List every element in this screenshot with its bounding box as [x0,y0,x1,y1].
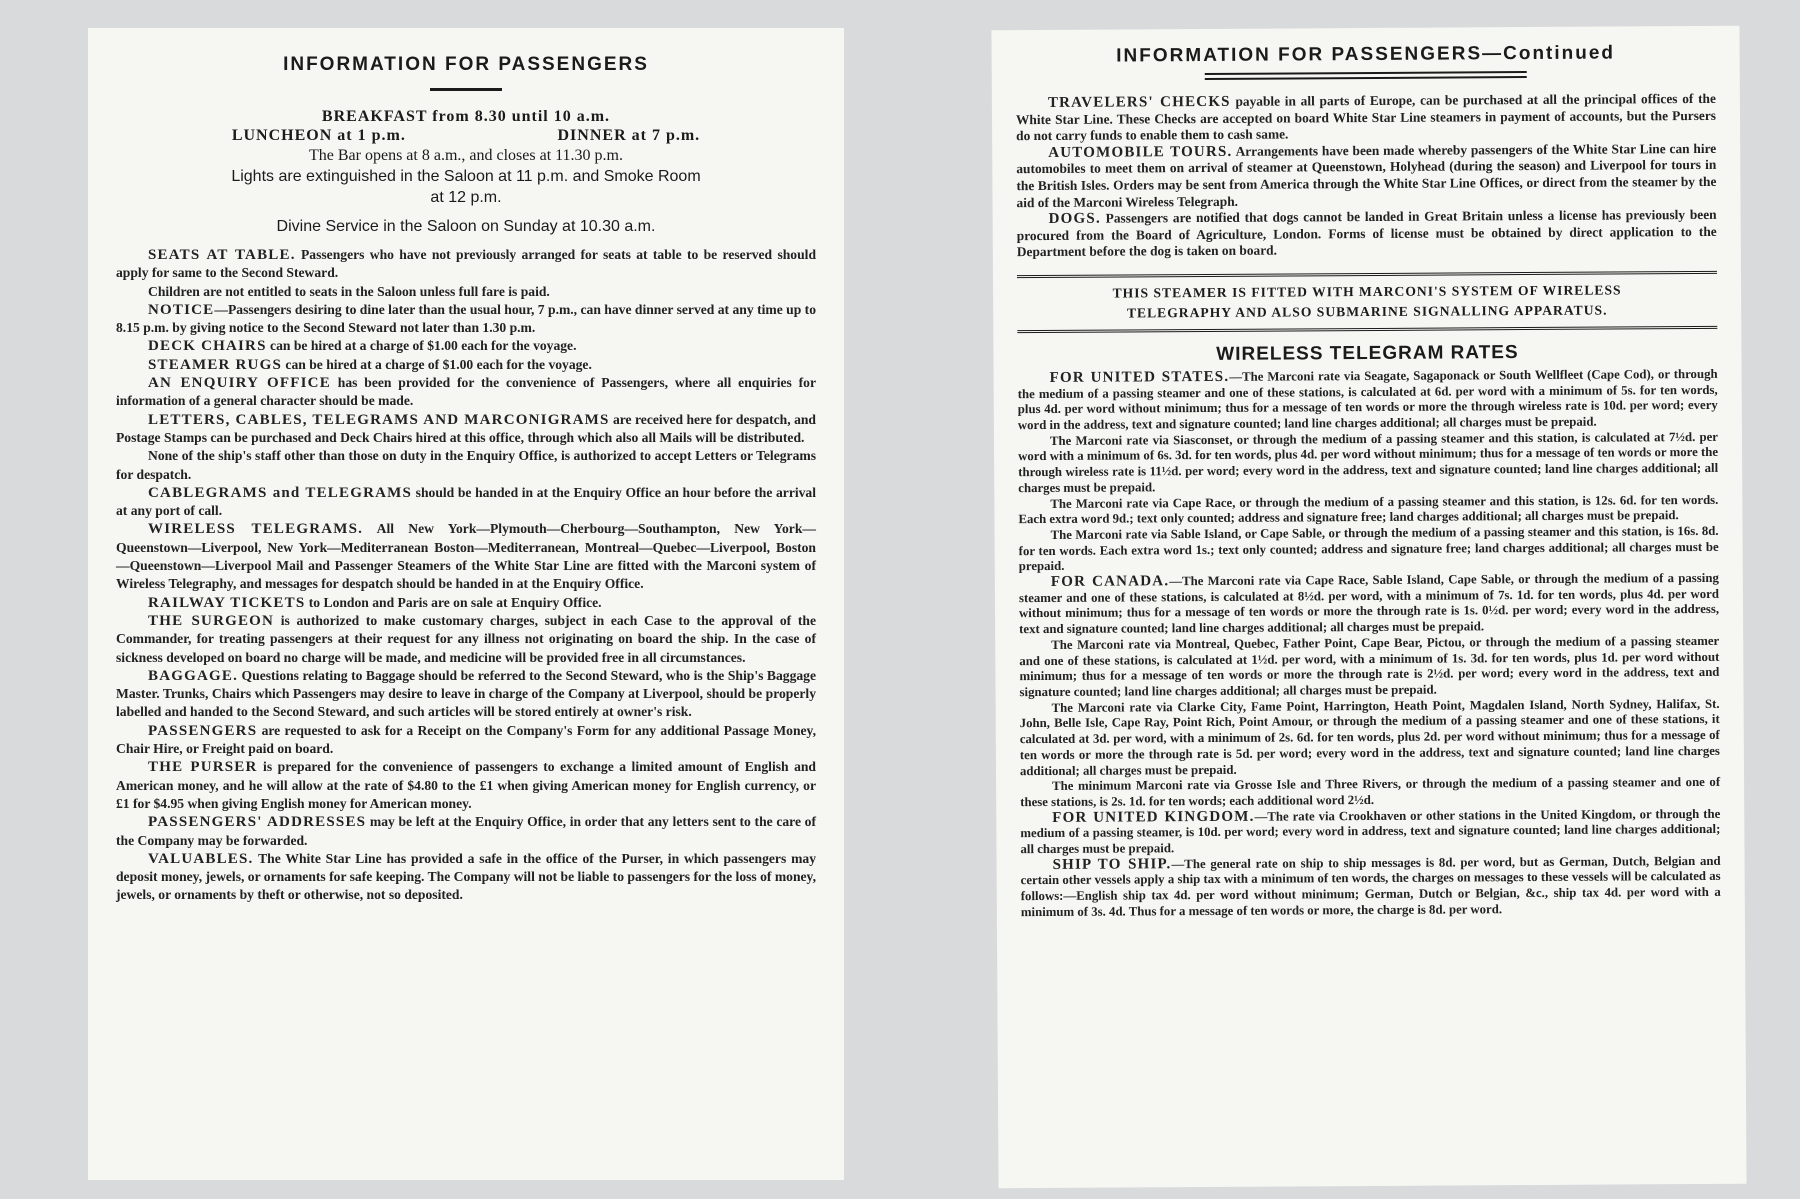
marconi-notice-line-2: TELEGRAPHY AND ALSO SUBMARINE SIGNALLING APPARATUS. [1126,302,1608,321]
luncheon-hours: LUNCHEON at 1 p.m. [231,127,406,144]
paragraph-text: Arrangements have been made whereby passengers of the White Star Line can hire automobiles to meet them on arrival of steamer at Queenstown, Holyhead (during the season) and Liverpool for tours in the British Isles. Orders may be sent from America through the White Star Line Offices, or direct from the steamer by the aid of the Marconi Wireless Telegraph. [1016,140,1717,210]
paragraph [116,612,816,667]
paragraph-text: The Marconi rate via Siasconset, or through the medium of a passing steamer and this station, is calculated at 7½d. per word with a minimum of 6s. 3d. for ten words, plus 4d. per word without minimum; thus for a message of ten words or more the through wireless rate is 11½d. per word; every word in the address, text and signature counted; land line charges additional; all charges must be prepaid. [1018,429,1719,495]
marconi-notice [1017,271,1717,333]
lights-line-1: Lights are extinguished in the Saloon at 11 p.m. and Smoke Room [231,168,701,185]
paragraph-text: —The general rate on ship to ship messages is 8d. per word, but as German, Dutch, Belgian and certain other vessels apply a ship tax with a minimum of ten words, the charges on messages to these vessels will be calculated as follows:—English ship tax 4d. per word without minimum; German, Dutch or Belgian, &c., ship tax 4d. per word with a minimum of 3s. 4d. Thus for a message of ten words or more, the charge is 8d. per word. [1020,853,1721,919]
paragraph-text: —The rate via Crookhaven or other stations in the United Kingdom, or through the medium of a passing steamer, is 10d. per word; every word in address, text and signature counted; land line charges additional; all charges must be prepaid. [1020,806,1721,857]
paragraph [116,520,816,593]
paragraph [116,484,816,521]
paragraph-heading: BAGGAGE. [148,667,239,684]
paragraph-text: —The Marconi rate via Cape Race, Sable Island, Cape Sable, or through the medium of a passing steamer and one of these stations, is calculated at 8½d. per word, with a minimum of 7s. 1d. for ten words, plus 4d. per word without minimum; thus for a message of ten words or more the through rate is 1s. 0½d. per word; every word in the address, text and signature counted; land line charges additional; all charges must be prepaid. [1018,570,1720,637]
paragraph-text: The minimum Marconi rate via Grosse Isle and Three Rivers, or through the medium of a passing steamer and one of these stations, is 2s. 1d. for ten words; each additional word 2½d. [1020,775,1721,810]
paragraph [116,356,816,374]
paragraph-heading: VALUABLES. [148,850,254,867]
rates-paragraphs [1018,367,1721,921]
paragraph [116,813,816,850]
title-ornament [116,80,816,92]
divine-service: Divine Service in the Saloon on Sunday at 10.30 a.m. [276,218,656,235]
paragraph [1016,91,1716,145]
paragraph-text: payable in all parts of Europe, can be purchased at all the principal offices of the White Star Line. These Checks are accepted on board White Star Line steamers in payment of accounts, but the Pursers do not carry funds to enable them to cash same. [1015,90,1717,144]
paragraph [116,411,816,448]
paragraph-text: can be hired at a charge of $1.00 each for the voyage. [266,338,577,354]
paragraph [116,283,816,301]
rates-title: WIRELESS TELEGRAM RATES [1216,342,1519,365]
paragraph-text: The Marconi rate via Clarke City, Fame Point, Harrington, Heath Point, Magdalen Island, North Sydney, Halifax, St. John, Belle Isle, Cape Ray, Point Rich, Point Amour, or through the medium of a passing steamer and one of these stations, it calculated at 3d. per word, with a minimum of 2s. 6d. for ten words, plus 2d. per word without minimum; thus for a message of ten words or more the through rate is 5d. per word; every word in the address, text and signature counted; land line charges additional; all charges must be prepaid. [1019,696,1720,778]
paragraph-heading: FOR UNITED STATES. [1049,368,1230,386]
paragraph-text: has been provided for the convenience of Passengers, where all enquiries for information of a general character should be made. [116,375,816,409]
meal-times [116,127,816,145]
paragraph-heading: STEAMER RUGS [148,356,283,373]
paragraph [1016,141,1716,212]
paragraph-text: is authorized to make customary charges, subject in each Case to the approval of the Commander, for treating passengers at their request for any illness not originating on board the ship. In the case of sickness developed on board no charge will be made, and medicine will be provided free in all circumstances. [116,612,816,665]
paragraph-text: to London and Paris are on sale at Enquiry Office. [305,594,602,610]
paragraph-text: Passengers who have not previously arranged for seats at table to be reserved should apply for same to the Second Steward. [116,247,817,281]
paragraph [116,850,816,905]
paragraph [1020,806,1720,857]
marconi-notice-line-1: THIS STEAMER IS FITTED WITH MARCONI'S SYSTEM OF WIRELESS [1112,282,1622,301]
paragraph-heading: WIRELESS TELEGRAMS. [148,521,364,538]
paragraph-heading: SHIP TO SHIP. [1052,855,1172,873]
paragraph-heading: AUTOMOBILE TOURS. [1048,143,1233,161]
paragraph-heading: FOR CANADA. [1050,573,1170,591]
paragraph-heading: DECK CHAIRS [148,338,267,355]
paragraph-heading: FOR UNITED KINGDOM. [1052,808,1255,826]
paragraph [116,667,816,722]
paragraph [1019,634,1719,701]
paragraph-heading: THE PURSER [148,759,258,776]
paragraph-heading: AN ENQUIRY OFFICE [148,375,331,392]
paragraph-text: —Passengers desiring to dine later than the usual hour, 7 p.m., can have dinner served at any time up to 8.15 p.m. by giving notice to the Second Steward not later than 1.30 p.m. [116,301,816,336]
paragraph-text: None of the ship's staff other than those on duty in the Enquiry Office, is authorized to accept Letters or Telegrams for despatch. [116,448,816,482]
paragraph [1019,571,1719,638]
paragraph-heading: LETTERS, CABLES, TELEGRAMS AND MARCONIGRAMS [148,411,610,428]
breakfast-hours: BREAKFAST from 8.30 until 10 a.m. [321,108,611,125]
title-double-rule [1205,71,1527,80]
paragraph-text: Children are not entitled to seats in the Saloon unless full fare is paid. [148,283,550,299]
paragraph-text: may be left at the Enquiry Office, in order that any letters sent to the care of the Company may be forwarded. [116,814,816,848]
paragraph [116,374,816,411]
paragraph-heading: RAILWAY TICKETS [148,594,306,611]
right-intro-paragraphs [1016,91,1717,261]
paragraph-text: are received here for despatch, and Postage Stamps can be purchased and Deck Chairs hired at this office, through which also all Mails will be distributed. [116,411,816,445]
paragraph-heading: DOGS. [1048,210,1101,228]
right-page-title: INFORMATION FOR PASSENGERS—Continued [1116,42,1616,67]
paragraph-text: Passengers are notified that dogs cannot be landed in Great Britain unless a license has previously been procured from the Board of Agriculture, London. Forms of license must be obtained by direct application to the Department before the dog is taken on board. [1016,207,1717,260]
paragraph-text: The Marconi rate via Montreal, Quebec, Father Point, Cape Bear, Pictou, or through the medium of a passing steamer and one of these stations, is calculated at 1½d. per word, with a minimum of 1s. 3d. for ten words, plus 1d. per word without minimum; thus for a message of ten words or more the through rate is 2½d. per word; every word in the address, text and signature counted; land line charges additional; all charges must be prepaid. [1019,633,1720,700]
paragraph-heading: SEATS AT TABLE. [148,247,296,263]
paragraph-text: —The Marconi rate via Seagate, Sagaponack or South Wellfleet (Cape Cod), or through the medium of a passing steamer and one of these stations, is calculated at 6d. per word with a minimum of 5s. for ten words, plus 4d. per word without minimum; thus for a message of ten words or more the through wireless rate is 10d. per word; every word in the address, text and signature counted; land line charges additional; all charges must be prepaid. [1017,366,1718,433]
paragraph [1021,854,1721,921]
left-page-title: INFORMATION FOR PASSENGERS [283,54,649,75]
paragraph [116,337,816,355]
left-page-paragraphs [116,246,816,905]
paragraph [1020,697,1720,780]
paragraph [116,758,816,813]
right-page [991,26,1746,1189]
left-page [88,28,844,1180]
paragraph [116,594,816,612]
paragraph [116,722,816,759]
paragraph-heading: PASSENGERS [148,722,258,739]
paragraph [1017,207,1717,261]
paragraph [116,246,816,283]
paragraph-text: All New York—Plymouth—Cherbourg—Southampton, New York—Queenstown—Liverpool, New York—Mediterranean Boston—Mediterranean, Montreal—Quebec—Liverpool, Boston—Queenstown—Liverpool Mail and Passenger Steamers of the White Star Line are fitted with the Marconi system of Wireless Telegraphy, and messages for despatch should be handed in at the Enquiry Office. [116,521,816,592]
paragraph [116,301,816,338]
bar-hours: The Bar opens at 8 a.m., and closes at 11.30 p.m. [309,147,623,164]
paragraph-text: Questions relating to Baggage should be referred to the Second Steward, who is the Ship's Baggage Master. Trunks, Chairs which Passengers may desire to leave in charge of the Company at Liverpool, should be properly labelled and handed to the Second Steward, and such articles will be stored entirely at owner's risk. [116,667,816,720]
paragraph-heading: PASSENGERS' ADDRESSES [148,814,367,831]
paragraph-heading: NOTICE [148,301,215,318]
paragraph-text: can be hired at a charge of $1.00 each for the voyage. [282,356,592,372]
paragraph-heading: TRAVELERS' CHECKS [1047,93,1231,111]
paragraph-heading: CABLEGRAMS and TELEGRAMS [148,484,413,501]
paragraph-text: are requested to ask for a Receipt on the Company's Form for any additional Passage Money, Chair Hire, or Freight paid on board. [116,722,816,757]
lights-notice [116,166,816,208]
paragraph-text: is prepared for the convenience of passengers to exchange a limited amount of English and American money, and he will allow at the rate of $4.80 to the £1 when giving American money for English currency, or £1 for $4.95 when giving English money for American money. [116,759,816,811]
paragraph-text: The Marconi rate via Sable Island, or Cape Sable, or through the medium of a passing steamer and this station, is 16s. 8d. for ten words. Each extra word 1s.; text only counted; address and signature free; land charges additional; all charges must be prepaid. [1018,523,1719,574]
paragraph [1018,430,1718,497]
paragraph-heading: THE SURGEON [148,612,275,629]
paragraph-text: The Marconi rate via Cape Race, or through the medium of a passing steamer and this station, is 12s. 6d. for ten words. Each extra word 9d.; text only counted; address and signature free; land charges additional; all charges must be prepaid. [1018,492,1719,527]
paragraph-text: should be handed in at the Enquiry Office an hour before the arrival at any port of call. [116,484,816,519]
paragraph [1020,775,1720,811]
paragraph [1019,524,1719,575]
lights-line-2: at 12 p.m. [430,189,502,206]
paragraph [116,447,816,484]
paragraph [1018,367,1718,434]
paragraph-text: The White Star Line has provided a safe in the office of the Purser, in which passengers may deposit money, jewels, or ornaments for safe keeping. The Company will not be liable to passengers for the loss of money, jewels, or ornaments by theft or otherwise, not so deposited. [116,850,816,903]
paragraph [1018,492,1718,528]
dinner-hours: DINNER at 7 p.m. [557,127,701,144]
